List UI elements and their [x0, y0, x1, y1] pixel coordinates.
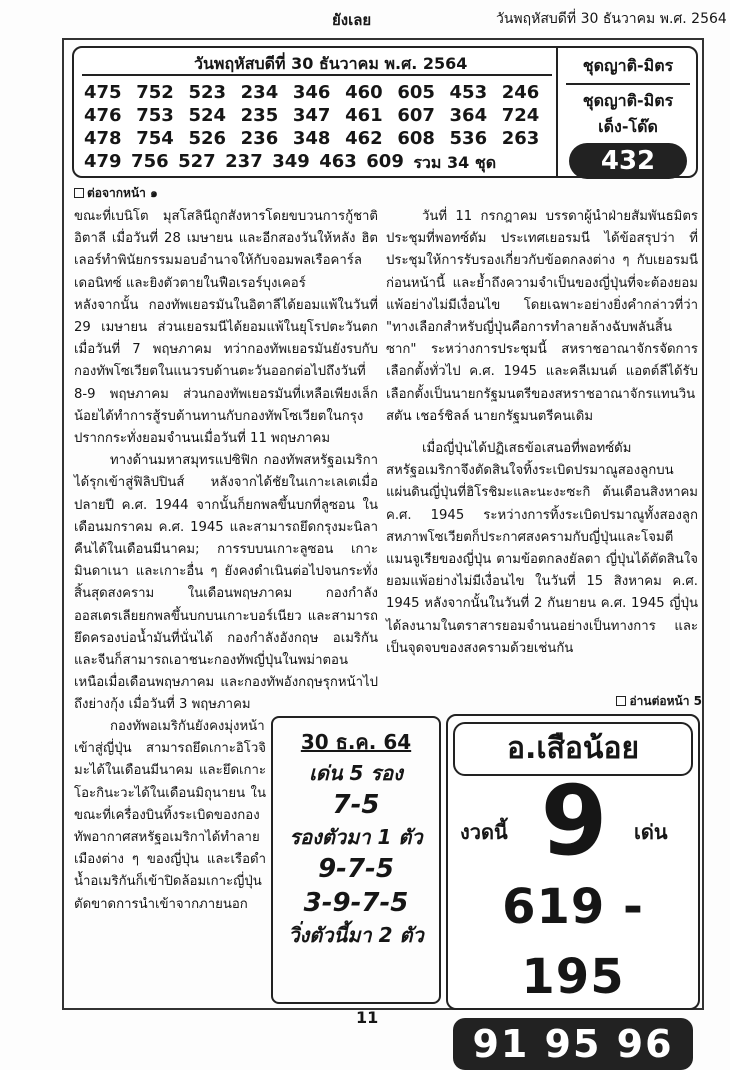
side-sub2: เด็ง-โด๊ด [598, 117, 658, 136]
paragraph-1: ขณะที่เบนิโต มุสโสลินีถูกสังหารโดยขบวนการกู้ชาติอิตาลี เมื่อวันที่ 28 เมษายน และอีกสองวันให้หลัง ฮิตเลอร์ทำพินัยกรรมมอบอำนาจให้กับจอมพลเรือคาร์ล เดอนิทซ์ และยิงตัวตายในฟือเรอร์บุงเคอร์ [74, 209, 378, 291]
pred2-big-digit: 9 [540, 765, 608, 877]
article-left-bottom [74, 716, 266, 1004]
paragraph-5: วันที่ 11 กรกฎาคม บรรดาผู้นำฝ่ายสัมพันธมิตรประชุมที่พอทซ์ดัม ประเทศเยอรมนี ได้ข้อสรุปว่า ที่ประชุมให้การรับรองเกี่ยวกับข้อตกลงต่าง ๆ กับเยอรมนีก่อนหน้านี้ และย้ำถึงความจำเป็นของญี่ปุ่นที่จะต้องยอมแพ้อย่างไม่มีเงื่อนไข โดยเฉพาะอย่างยิ่งคำกล่าวที่ว่า "ทางเลือกสำหรับญี่ปุ่นคือการทำลายล้างฉับพลันสิ้นซาก" ระหว่างการประชุมนี้ สหราชอาณาจักรจัดการเลือกตั้งทั่วไป ค.ศ. 1945 และคลีเมนต์ แอตต์ลีได้รับเลือกตั้งเป็นนายกรัฐมนตรีของสหราชอาณาจักรแทนวินสตัน เชอร์ชิลล์ นายกรัฐมนตรีคนเดิม [386, 209, 698, 424]
lottery-rows [84, 82, 554, 174]
pred1-line4: 9-7-5 [318, 854, 394, 884]
checkbox-icon [616, 696, 626, 706]
header-date: วันพฤหัสบดีที่ 30 ธันวาคม พ.ศ. 2564 [496, 11, 727, 27]
lottery-number: 346 [292, 82, 331, 103]
pred1-line5: 3-9-7-5 [303, 888, 409, 918]
article-left-column [74, 206, 378, 714]
continued-from-label: ต่อจากหน้า ๑ [87, 186, 158, 200]
lottery-number: 523 [188, 82, 227, 103]
lottery-number: 753 [136, 105, 174, 126]
lottery-number: รวม 34 ชุด [413, 153, 497, 172]
page-number: 11 [356, 1008, 379, 1027]
side-title: ชุดญาติ-มิตร [582, 56, 674, 75]
pred2-pair: 619 - 195 [502, 879, 644, 1005]
lottery-number: 349 [272, 151, 310, 172]
lottery-vertical-divider [556, 48, 558, 176]
prediction-box-2 [446, 714, 700, 1066]
lottery-number: 609 [366, 151, 404, 172]
lottery-number: 756 [131, 151, 169, 172]
pred2-mid [448, 765, 698, 877]
paragraph-3: ทางด้านมหาสมุทรแปซิฟิก กองทัพสหรัฐอเมริกาได้รุกเข้าสู่ฟิลิปปินส์ หลังจากได้ชัยในเกาะเลเตเมื่อปลายปี ค.ศ. 1944 จากนั้นก็ยกพลขึ้นบกที่ลูซอน ในเดือนมกราคม ค.ศ. 1945 และสามารถยึดกรุงมะนิลาคืนได้ในเดือนมีนาคม; การรบบนเกาะลูซอน เกาะมินดาเนา และเกาะอื่น ๆ ยังคงดำเนินต่อไปจนกระทั่งสิ้นสุดสงคราม ในเดือนพฤษภาคม กองกำลังออสเตรเลียยกพลขึ้นบกบนเกาะบอร์เนียว และสามารถยึดครองบ่อน้ำมันที่นั่นได้ กองกำลังอังกฤษ อเมริกัน และจีนก็สามารถเอาชนะกองทัพญี่ปุ่นในพม่าตอนเหนือเมื่อเดือนพฤษภาคม และกองทัพอังกฤษรุกหน้าไปถึงย่างกุ้ง เมื่อวันที่ 3 พฤษภาคม [74, 453, 378, 713]
pred2-label-right: เด่น [634, 820, 668, 844]
lottery-number: 461 [345, 105, 383, 126]
lottery-divider [82, 74, 552, 76]
lottery-number: 235 [240, 105, 279, 126]
continued-from [74, 182, 262, 204]
lottery-number: 536 [449, 128, 488, 149]
lottery-number: 526 [188, 128, 227, 149]
side-badge: 432 [569, 143, 687, 179]
pred1-line2: 7-5 [332, 790, 380, 820]
lottery-number: 460 [345, 82, 383, 103]
paragraph-4: กองทัพอเมริกันยังคงมุ่งหน้าเข้าสู่ญี่ปุ่น สามารถยึดเกาะอิโวจิมะได้ในเดือนมีนาคม และยึดเกาะโอะกินะวะได้ในเดือนมิถุนายน ในขณะที่เครื่องบินทิ้งระเบิดของกองทัพอากาศสหรัฐอเมริกาได้ทำลายเมืองต่าง ๆ ของญี่ปุ่น และเรือดำน้ำอเมริกันก็เข้าปิดล้อมเกาะญี่ปุ่นตัดขาดการนำเข้าจากภายนอก [74, 719, 266, 912]
lottery-date: วันพฤหัสบดีที่ 30 ธันวาคม พ.ศ. 2564 [194, 54, 468, 73]
lottery-number: 246 [501, 82, 540, 103]
pred2-label-left: งวดนี้ [460, 820, 508, 844]
lottery-number: 364 [449, 105, 488, 126]
lottery-number: 234 [240, 82, 279, 103]
continued-to [598, 690, 702, 713]
lottery-table [72, 46, 698, 178]
lottery-number: 347 [292, 105, 331, 126]
lottery-number: 724 [501, 105, 540, 126]
lottery-row [84, 151, 554, 174]
lottery-number: 463 [319, 151, 357, 172]
lottery-number: 754 [136, 128, 174, 149]
lottery-row [84, 82, 554, 105]
lottery-number: 752 [136, 82, 174, 103]
pred1-line3: รองตัวมา 1 ตัว [289, 825, 423, 849]
checkbox-icon [74, 188, 84, 198]
lottery-number [507, 151, 554, 174]
pred1-date: 30 ธ.ค. 64 [300, 730, 412, 754]
lottery-number: 607 [397, 105, 435, 126]
lottery-number: 478 [84, 128, 122, 149]
lottery-number: 453 [449, 82, 488, 103]
paragraph-2: หลังจากนั้น กองทัพเยอรมันในอิตาลีได้ยอมแพ้ในวันที่ 29 เมษายน ส่วนเยอรมนีได้ยอมแพ้ในยุโรปตะวันตกเมื่อวันที่ 7 พฤษภาคม ทว่ากองทัพเยอรมันยังรบกับกองทัพโซเวียตในแนวรบด้านตะวันออกต่อไปถึงวันที่ 8-9 พฤษภาคม ส่วนกองทัพเยอรมันที่เหลือเพียงเล็กน้อยได้ทำการสู้รบต้านทานกับกองทัพโซเวียตในกรุงปรากกระทั่งยอมจำนนเมื่อวันที่ 11 พฤษภาคม [74, 297, 378, 447]
side-sub1: ชุดญาติ-มิตร [582, 91, 674, 110]
lottery-number: 605 [397, 82, 435, 103]
page-header [0, 0, 730, 40]
lottery-side-panel [560, 48, 696, 176]
pred2-title: อ.เสือน้อย [453, 722, 693, 776]
prediction-box-1 [271, 716, 441, 1004]
header-title: ยังเลย [332, 11, 372, 29]
lottery-number: 476 [84, 105, 122, 126]
lottery-number: 348 [292, 128, 331, 149]
side-divider [566, 83, 690, 85]
paragraph-6: เมื่อญี่ปุ่นได้ปฏิเสธข้อเสนอที่พอทซ์ดัม สหรัฐอเมริกาจึงตัดสินใจทิ้งระเบิดปรมาณูสองลูกบนแผ่นดินญี่ปุ่นที่ฮิโรชิมะและนะงะซะกิ ต้นเดือนสิงหาคม ค.ศ. 1945 ระหว่างการทิ้งระเบิดปรมาณูทั้งสองลูก สหภาพโซเวียตก็ประกาศสงครามกับญี่ปุ่นและโจมตีแมนจูเรียของญี่ปุ่น ตามข้อตกลงยัลตา ญี่ปุ่นได้ตัดสินใจยอมแพ้อย่างไม่มีเงื่อนไข ในวันที่ 15 สิงหาคม ค.ศ. 1945 หลังจากนั้นในวันที่ 2 กันยายน ค.ศ. 1945 ญี่ปุ่นได้ลงนามในตราสารยอมจำนนอย่างเป็นทางการ และเป็นจุดจบของสงครามด้วยเช่นกัน [386, 441, 698, 656]
lottery-number: 236 [240, 128, 279, 149]
article-right-column-b [386, 438, 698, 688]
lottery-number: 527 [178, 151, 216, 172]
article-right-column-a [386, 206, 698, 430]
pred1-line1: เด่น 5 รอง [309, 761, 403, 785]
pred1-line6: วิ่งตัวนี้มา 2 ตัว [288, 923, 424, 947]
lottery-row [84, 105, 554, 128]
lottery-number: 475 [84, 82, 122, 103]
article-left-top [74, 182, 262, 204]
lottery-number: 462 [345, 128, 383, 149]
lottery-number: 479 [84, 151, 122, 172]
lottery-number: 608 [397, 128, 435, 149]
pred2-footer-numbers: 91 95 96 [453, 1018, 693, 1070]
lottery-number: 524 [188, 105, 227, 126]
continued-to-label: อ่านต่อหน้า 5 [629, 694, 702, 708]
lottery-number: 237 [225, 151, 263, 172]
lottery-number: 263 [501, 128, 540, 149]
lottery-row [84, 128, 554, 151]
